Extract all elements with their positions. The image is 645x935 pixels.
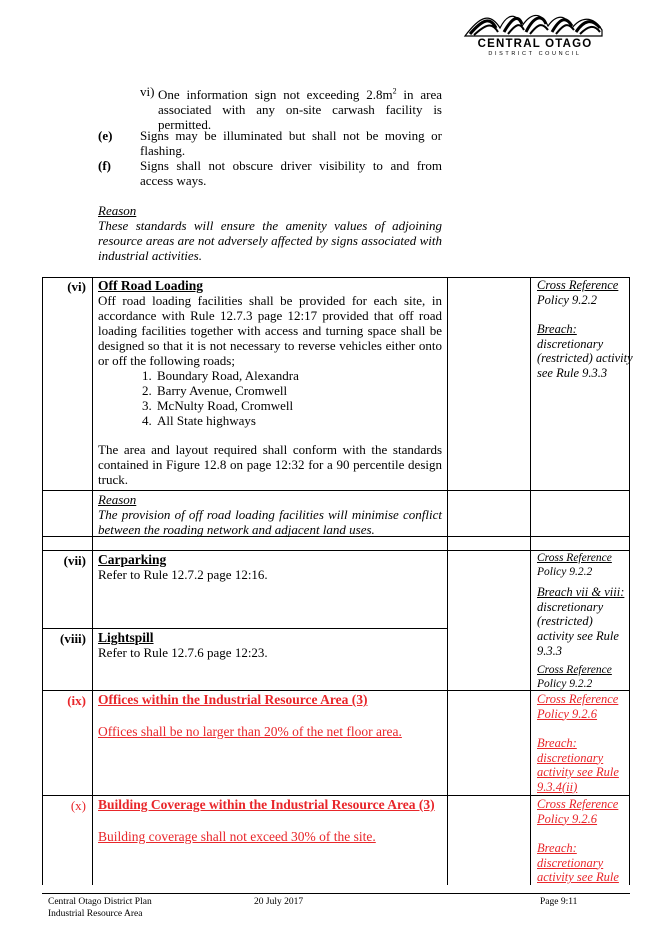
list-item: 4. All State highways <box>155 413 442 428</box>
table-left-border <box>42 277 43 885</box>
cross-reference-label: Cross Reference <box>537 664 612 676</box>
row-divider <box>42 628 448 629</box>
cross-reference-label: Cross Reference <box>537 552 612 564</box>
footer-page-number: Page 9:11 <box>540 897 578 907</box>
cross-reference-policy: Policy 9.2.2 <box>537 565 593 578</box>
rule-heading: Carparking <box>98 552 167 567</box>
breach-text: activity see Rule 9.3.3 <box>537 629 619 658</box>
rule-heading: Off Road Loading <box>98 278 204 293</box>
cross-reference-policy: Policy 9.2.2 <box>537 292 598 307</box>
rule-body: Refer to Rule 12.7.6 page 12:23. <box>98 645 268 660</box>
reason-label: Reason <box>98 492 137 507</box>
table-col-divider-2 <box>447 277 448 885</box>
rule-vi-content <box>98 278 442 487</box>
row-divider <box>42 795 630 796</box>
item-vi-number: vi) <box>140 84 155 99</box>
table-col-divider-3 <box>530 277 531 885</box>
rule-vii-content <box>98 552 442 582</box>
item-f-text: Signs shall not obscure driver visibility to and from access ways. <box>140 158 442 188</box>
breach-text: discretionary (restricted) activity see Rule 9.3.3 <box>537 336 633 380</box>
rule-viii-reference <box>537 664 633 691</box>
rule-number: (viii) <box>60 631 86 646</box>
rule-body: Building coverage shall not exceed 30% of the site. <box>98 829 376 844</box>
breach-label: Breach: <box>537 736 577 750</box>
row-divider <box>42 550 630 551</box>
table-col-divider-1 <box>92 277 93 885</box>
rule-heading: Building Coverage within the Industrial Resource Area (3) <box>98 797 435 812</box>
cross-reference-label: Cross Reference <box>537 278 619 292</box>
cross-reference-policy: Policy 9.2.6 <box>537 811 598 826</box>
item-e-label: (e) <box>98 128 113 143</box>
rule-ix-reference <box>537 692 633 794</box>
rule-x-reference <box>537 797 633 885</box>
rule-body: Off road loading facilities shall be provided for each site, in accordance with Rule 12.7.3 page 12:17 provided that off road loading facilities together with access and turning space shall be designed so that it is not necessary to reverse vehicles either onto or off the following roads; <box>98 293 442 368</box>
rule-number: (ix) <box>67 693 86 708</box>
road-list <box>98 368 442 428</box>
rule-vi-reason <box>98 492 442 537</box>
breach-text: discretionary activity see Rule 9.3.4(ii) <box>537 750 619 794</box>
list-item: 3. McNulty Road, Cromwell <box>155 398 442 413</box>
cross-reference-policy: Policy 9.2.6 <box>537 706 598 721</box>
intro-reason-text: These standards will ensure the amenity values of adjoining resource areas are not adversely affected by signs associated with industrial activities. <box>98 218 442 263</box>
rule-viii-breach <box>537 629 633 658</box>
cross-reference-label: Cross Reference <box>537 797 619 811</box>
breach-label: Breach: <box>537 322 577 336</box>
footer-date: 20 July 2017 <box>254 897 304 907</box>
item-e-text: Signs may be illuminated but shall not be moving or flashing. <box>140 128 442 158</box>
rule-heading: Offices within the Industrial Resource Area (3) <box>98 692 368 707</box>
row-divider <box>42 490 630 491</box>
rule-number: (vi) <box>67 279 86 294</box>
logo-subtitle: DISTRICT COUNCIL <box>488 51 582 57</box>
rule-heading: Lightspill <box>98 630 154 645</box>
rule-body: Offices shall be no larger than 20% of the net floor area. <box>98 724 402 739</box>
list-item: 2. Barry Avenue, Cromwell <box>155 383 442 398</box>
rule-body: Refer to Rule 12.7.2 page 12:16. <box>98 567 268 582</box>
rule-viii-content <box>98 630 442 660</box>
footer-rule <box>42 893 630 894</box>
rule-vii-breach <box>537 585 633 629</box>
footer-plan: Central Otago District Plan <box>48 897 152 907</box>
footer-area: Industrial Resource Area <box>48 909 143 919</box>
rule-number: (x) <box>70 798 86 813</box>
item-vi-text: One information sign not exceeding $2.8m^2$ in area associated with any on-site carwash facility is permitted. <box>158 87 442 133</box>
logo-name: CENTRAL OTAGO <box>477 38 593 50</box>
reason-text: The provision of off road loading facilities will minimise conflict between the roading network and adjacent land uses. <box>98 507 442 537</box>
breach-label: Breach vii & viii: <box>537 585 625 599</box>
item-f-label: (f) <box>98 158 111 173</box>
breach-text: discretionary activity see Rule <box>537 855 619 884</box>
rule-ix-content <box>98 692 442 739</box>
council-logo <box>460 8 610 56</box>
rule-body-2: The area and layout required shall conform with the standards contained in Figure 12.8 on page 12:32 for a 90 percentile design truck. <box>98 442 442 487</box>
intro-reason-label: Reason <box>98 203 137 218</box>
rule-vi-reference <box>537 278 633 380</box>
breach-label: Breach: <box>537 841 577 855</box>
breach-text: discretionary (restricted) <box>537 599 604 628</box>
list-item: 1. Boundary Road, Alexandra <box>155 368 442 383</box>
hills-logo-icon <box>460 8 610 38</box>
cross-reference-policy: Policy 9.2.2 <box>537 677 593 690</box>
rule-vii-reference <box>537 552 633 579</box>
rule-number: (vii) <box>63 553 86 568</box>
cross-reference-label: Cross Reference <box>537 692 619 706</box>
rule-x-content <box>98 797 442 844</box>
